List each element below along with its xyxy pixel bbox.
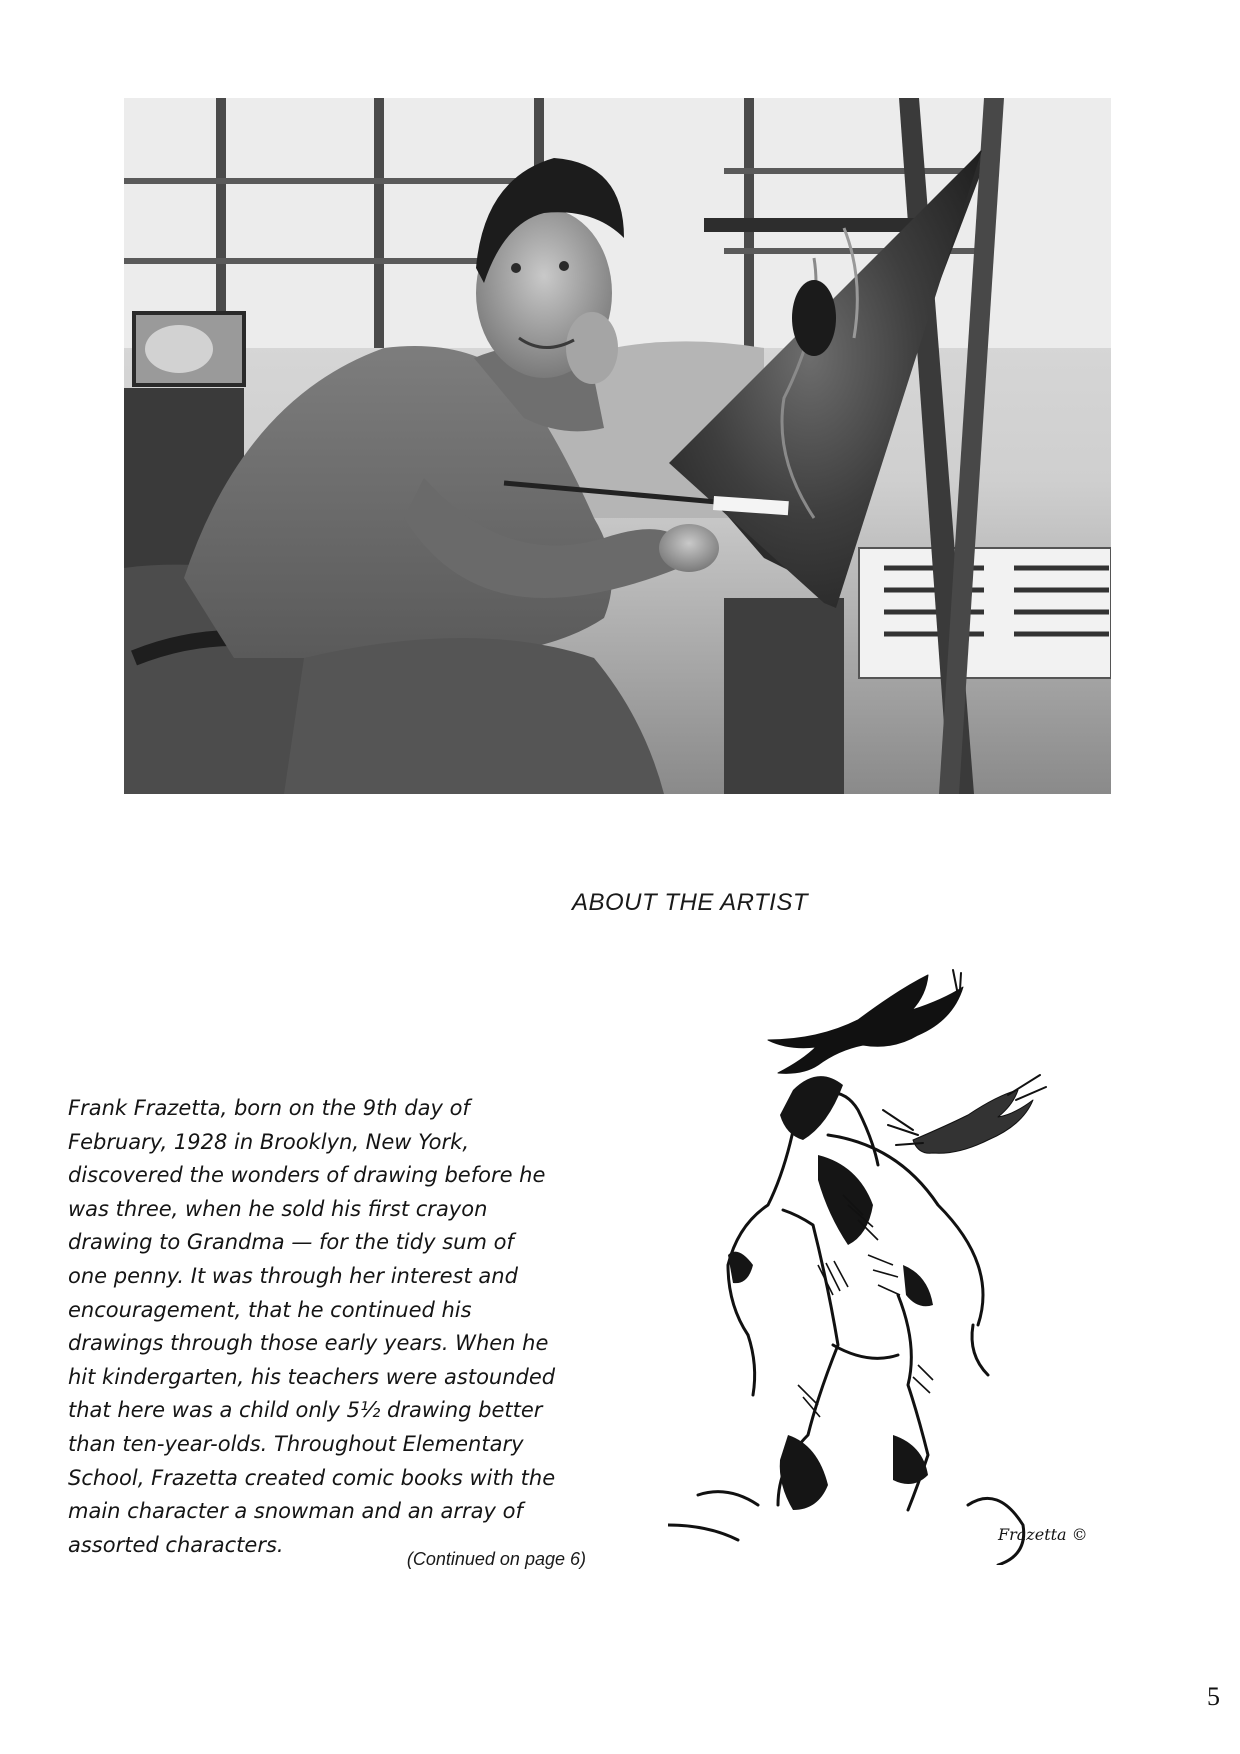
bio-line: Frank Frazetta, born on the 9th day of — [68, 1096, 470, 1120]
page-number: 5 — [1207, 1682, 1220, 1711]
bio-line: assorted characters. — [68, 1532, 284, 1557]
creature-and-birds-sketch — [668, 965, 1128, 1565]
ink-sketch-illustration — [668, 965, 1128, 1565]
bio-line: School, Frazetta created comic books with the — [68, 1465, 556, 1490]
bio-line: drawings through those early years. When he — [68, 1331, 549, 1356]
bio-line: encouragement, that he continued his — [68, 1297, 472, 1322]
artist-biography — [68, 1092, 616, 1562]
continued-note: (Continued on page 6) — [406, 1549, 586, 1569]
bio-line: hit kindergarten, his teachers were astounded — [68, 1364, 556, 1389]
bio-line: main character a snowman and an array of — [68, 1499, 523, 1524]
bio-line: February, 1928 in Brooklyn, New York, — [68, 1129, 469, 1154]
bio-line: was three, when he sold his first crayon — [68, 1196, 488, 1221]
artist-at-easel-photo — [124, 98, 1111, 794]
bio-line: that here was a child only 5½ drawing better — [68, 1398, 543, 1423]
bio-line: drawing to Grandma — for the tidy sum of — [68, 1230, 514, 1255]
bio-line: one penny. It was through her interest and — [68, 1263, 518, 1288]
artist-photo — [124, 98, 1111, 794]
bio-line: discovered the wonders of drawing before he — [68, 1163, 546, 1188]
artist-signature: Frazetta © — [998, 1525, 1088, 1544]
bio-line: than ten-year-olds. Throughout Elementary — [68, 1431, 524, 1456]
section-heading: ABOUT THE ARTIST — [571, 889, 809, 916]
